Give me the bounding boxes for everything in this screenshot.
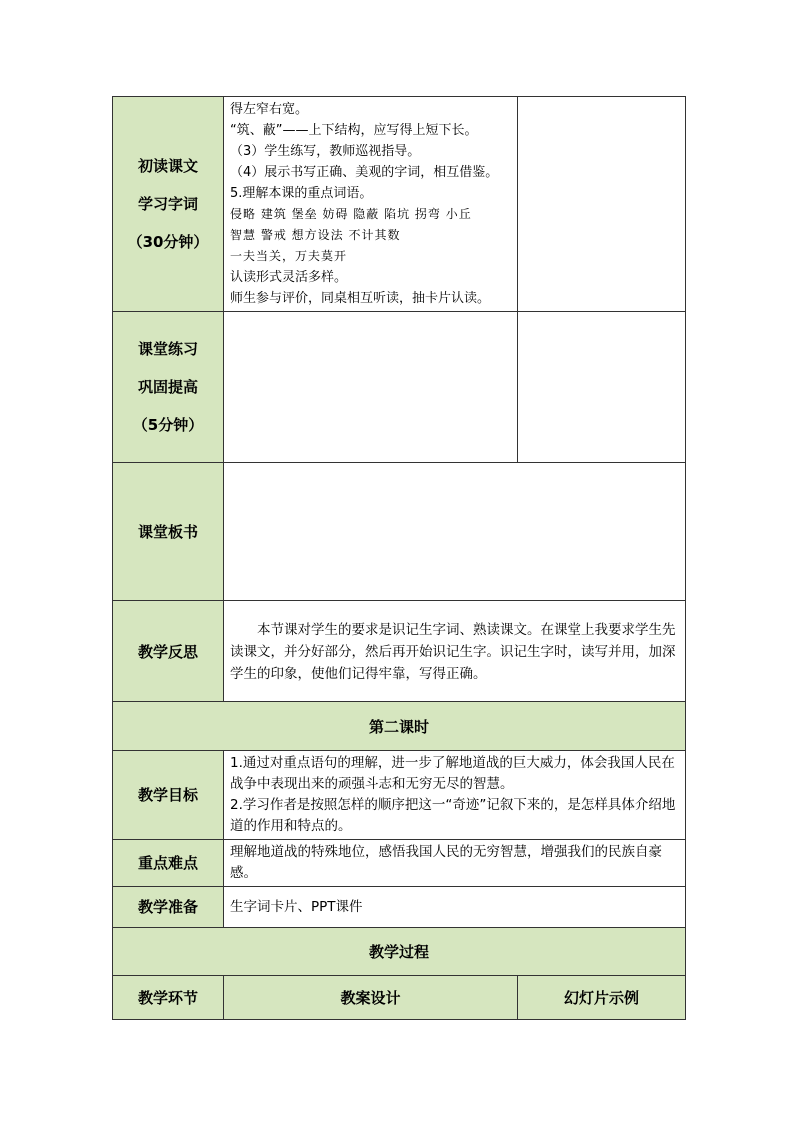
- content-reflection: 本节课对学生的要求是识记生字词、熟读课文。在课堂上我要求学生先读课文，并分好部分，然后再开始识记生字。识记生字时，读写并用，加深学生的印象，使他们记得牢靠，写得正确。: [224, 601, 686, 704]
- header-design: 教案设计: [224, 976, 518, 1020]
- header-stage: 教学环节: [113, 976, 224, 1020]
- content-first-reading: 得左窄右宽。 “筑、蔽”——上下结构，应写得上短下长。 （3）学生练写，教师巡视指导。 （4）展示书写正确、美观的字词，相互借鉴。 5.理解本课的重点词语。 侵略 建筑 堡垒 妨碍 隐蔽 陷坑 拐弯 小丘 智慧 警戒 想方设法 不计其数 一夫当关，万夫莫开 认读形式灵活多样。 师生参与评价，同桌相互听读，抽卡片认读。: [224, 97, 518, 312]
- row-first-reading: [113, 97, 686, 312]
- slide-cell-first-reading: [518, 97, 686, 312]
- row-column-headers: [113, 976, 686, 1020]
- header-slides: 幻灯片示例: [518, 976, 686, 1020]
- lesson-table-2: [112, 701, 686, 1020]
- row-process-title: [113, 928, 686, 976]
- label-practice: 课堂练习 巩固提高 （5分钟）: [113, 312, 224, 463]
- row-key-points: [113, 840, 686, 887]
- label-preparation: 教学准备: [113, 887, 224, 928]
- row-reflection: [113, 601, 686, 704]
- row-session-title: [113, 702, 686, 751]
- key-words-line-2: 智慧 警戒 想方设法 不计其数: [230, 228, 401, 242]
- row-blackboard: [113, 463, 686, 601]
- process-title: 教学过程: [113, 928, 686, 976]
- label-reflection: 教学反思: [113, 601, 224, 704]
- lesson-table-1: [112, 96, 686, 704]
- key-words-line-1: 侵略 建筑 堡垒 妨碍 隐蔽 陷坑 拐弯 小丘: [230, 207, 472, 221]
- row-practice: [113, 312, 686, 463]
- label-blackboard: 课堂板书: [113, 463, 224, 601]
- row-goals: [113, 751, 686, 840]
- label-key-points: 重点难点: [113, 840, 224, 887]
- content-goals: 1.通过对重点语句的理解，进一步了解地道战的巨大威力，体会我国人民在战争中表现出来的顽强斗志和无穷无尽的智慧。 2.学习作者是按照怎样的顺序把这一“奇迹”记叙下来的，是怎样具体介绍地道的作用和特点的。: [224, 751, 686, 840]
- content-blackboard: [224, 463, 686, 601]
- key-words-line-3: 一夫当关，万夫莫开: [230, 249, 348, 263]
- slide-cell-practice: [518, 312, 686, 463]
- content-preparation: 生字词卡片、PPT课件: [224, 887, 686, 928]
- content-key-points: 理解地道战的特殊地位，感悟我国人民的无穷智慧，增强我们的民族自豪感。: [224, 840, 686, 887]
- label-first-reading: 初读课文 学习字词 （30分钟）: [113, 97, 224, 312]
- session-title: 第二课时: [113, 702, 686, 751]
- row-preparation: [113, 887, 686, 928]
- content-practice: [224, 312, 518, 463]
- label-goals: 教学目标: [113, 751, 224, 840]
